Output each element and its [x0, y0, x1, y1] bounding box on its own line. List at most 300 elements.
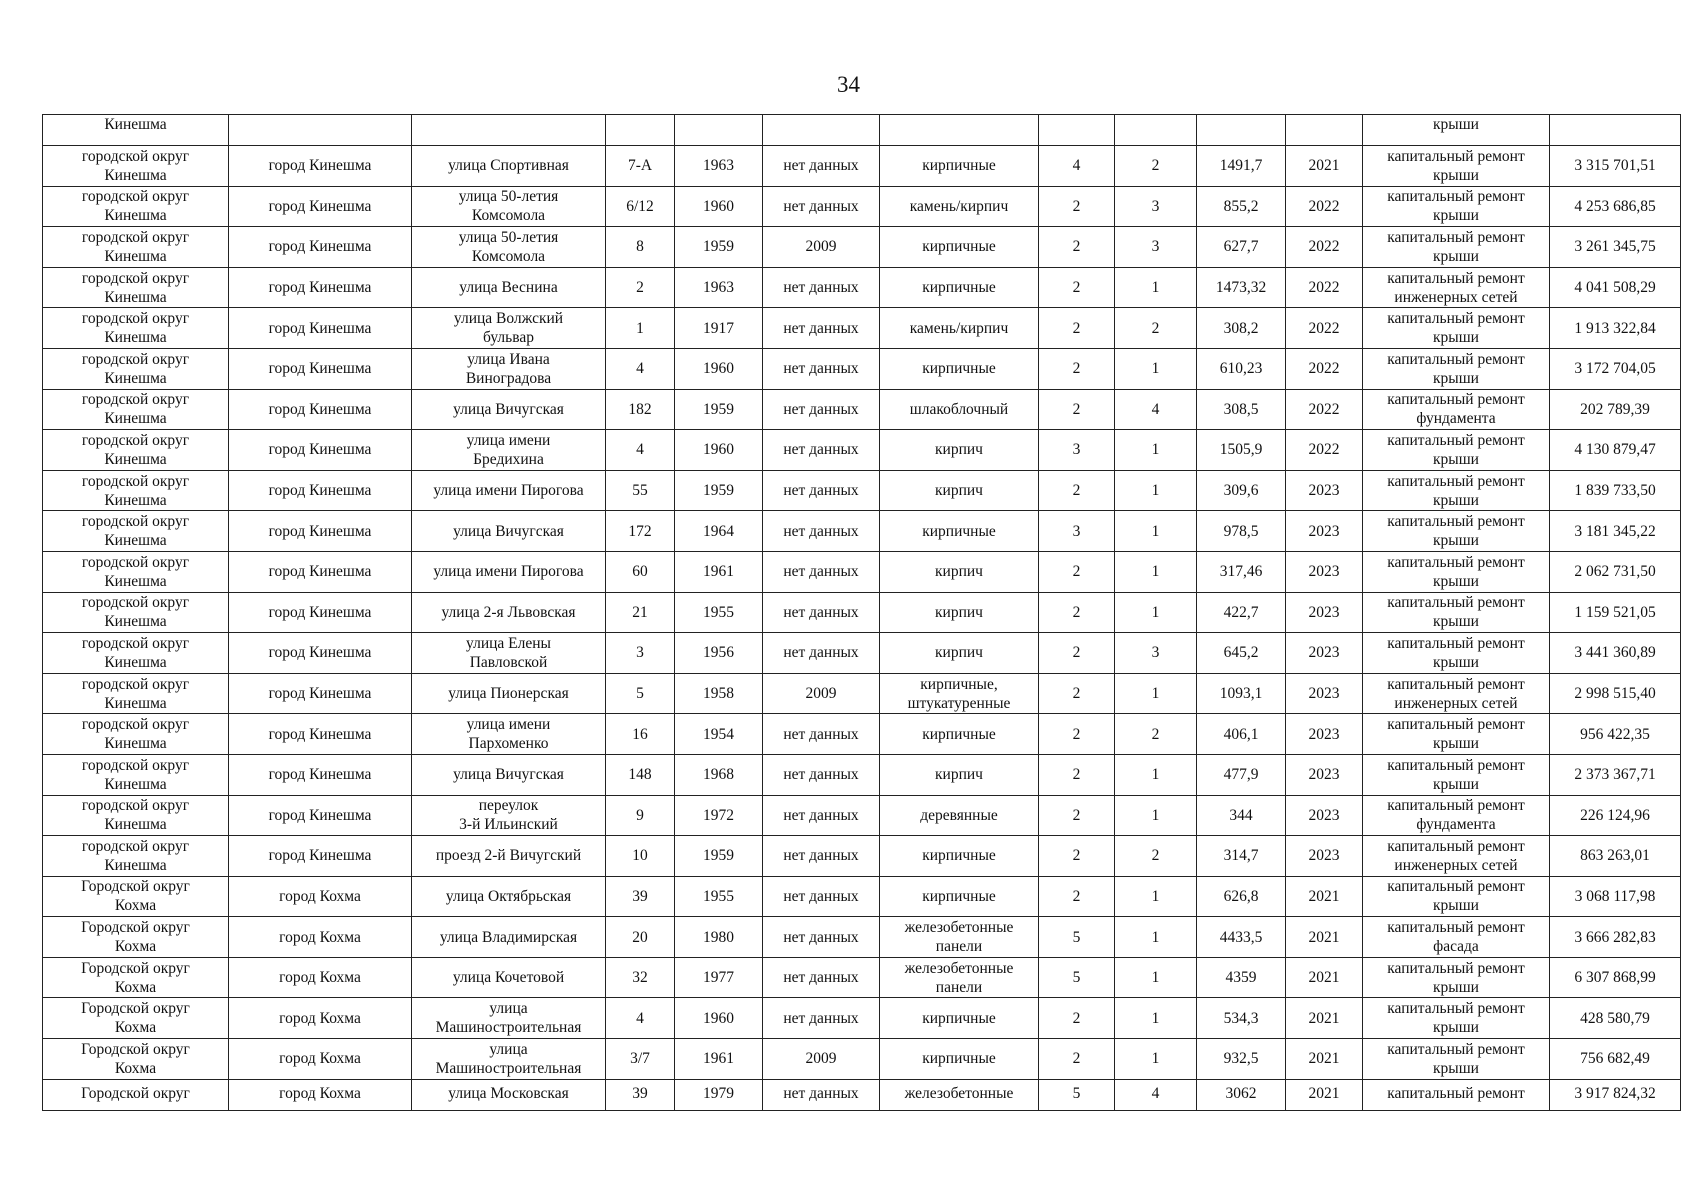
cell-street: улица имени Бредихина — [412, 430, 606, 471]
cell-wall-material: кирпичные — [880, 998, 1039, 1039]
cell-repair-year — [1286, 115, 1363, 146]
cell-cost: 2 998 515,40 — [1550, 673, 1681, 714]
cell-year-built: 1960 — [675, 430, 763, 471]
cell-street: улица Волжский бульвар — [412, 308, 606, 349]
cell-repair-year: 2021 — [1286, 957, 1363, 998]
table-row — [43, 1079, 1681, 1110]
table-row — [43, 754, 1681, 795]
cell-cost: 428 580,79 — [1550, 998, 1681, 1039]
cell-wall-material: кирпич — [880, 633, 1039, 674]
table-row — [43, 836, 1681, 877]
cell-cost: 1 913 322,84 — [1550, 308, 1681, 349]
cell-year-built: 1963 — [675, 267, 763, 308]
cell-municipality: городской округ Кинешма — [43, 267, 229, 308]
cell-settlement: город Кинешма — [229, 430, 412, 471]
cell-repair-type: капитальный ремонт крыши — [1363, 876, 1550, 917]
cell-repair-year: 2023 — [1286, 470, 1363, 511]
cell-house-number: 6/12 — [606, 186, 675, 227]
cell-municipality: городской округ Кинешма — [43, 389, 229, 430]
cell-house-number: 10 — [606, 836, 675, 877]
cell-year-built: 1980 — [675, 917, 763, 958]
cell-year-reconstructed: нет данных — [763, 754, 880, 795]
cell-floors: 2 — [1039, 1039, 1115, 1080]
cell-repair-type: капитальный ремонт крыши — [1363, 754, 1550, 795]
cell-entrances: 1 — [1115, 754, 1197, 795]
table-row — [43, 876, 1681, 917]
cell-cost: 1 839 733,50 — [1550, 470, 1681, 511]
cell-street: улица Вичугская — [412, 754, 606, 795]
cell-wall-material: кирпичные — [880, 227, 1039, 268]
cell-year-built: 1979 — [675, 1079, 763, 1110]
cell-wall-material: камень/кирпич — [880, 186, 1039, 227]
cell-repair-type: капитальный ремонт крыши — [1363, 348, 1550, 389]
cell-floors: 2 — [1039, 754, 1115, 795]
table-row — [43, 511, 1681, 552]
cell-area: 406,1 — [1197, 714, 1286, 755]
cell-municipality: Кинешма — [43, 115, 229, 146]
cell-street: улица имени Пирогова — [412, 470, 606, 511]
cell-repair-type: капитальный ремонт инженерных сетей — [1363, 267, 1550, 308]
cell-year-built: 1963 — [675, 146, 763, 187]
table-row — [43, 267, 1681, 308]
cell-house-number: 21 — [606, 592, 675, 633]
cell-year-reconstructed: 2009 — [763, 227, 880, 268]
cell-area: 308,2 — [1197, 308, 1286, 349]
cell-settlement: город Кинешма — [229, 795, 412, 836]
cell-cost: 4 253 686,85 — [1550, 186, 1681, 227]
cell-wall-material: кирпичные — [880, 511, 1039, 552]
cell-municipality: городской округ Кинешма — [43, 633, 229, 674]
cell-cost: 3 261 345,75 — [1550, 227, 1681, 268]
cell-entrances: 1 — [1115, 470, 1197, 511]
cell-cost: 226 124,96 — [1550, 795, 1681, 836]
cell-year-reconstructed: 2009 — [763, 673, 880, 714]
cell-repair-type: капитальный ремонт крыши — [1363, 957, 1550, 998]
cell-floors: 4 — [1039, 146, 1115, 187]
cell-street: улица Елены Павловской — [412, 633, 606, 674]
cell-street: улица Московская — [412, 1079, 606, 1110]
cell-entrances: 3 — [1115, 633, 1197, 674]
cell-floors: 2 — [1039, 186, 1115, 227]
cell-house-number: 1 — [606, 308, 675, 349]
cell-year-reconstructed: нет данных — [763, 348, 880, 389]
cell-area: 477,9 — [1197, 754, 1286, 795]
cell-entrances: 1 — [1115, 957, 1197, 998]
cell-wall-material: кирпич — [880, 592, 1039, 633]
cell-year-reconstructed — [763, 115, 880, 146]
cell-settlement: город Кинешма — [229, 754, 412, 795]
cell-year-reconstructed: нет данных — [763, 308, 880, 349]
table-row — [43, 592, 1681, 633]
cell-area: 1491,7 — [1197, 146, 1286, 187]
cell-floors: 2 — [1039, 470, 1115, 511]
cell-entrances: 1 — [1115, 876, 1197, 917]
cell-street: улица Пионерская — [412, 673, 606, 714]
cell-municipality: городской округ Кинешма — [43, 146, 229, 187]
table-row — [43, 998, 1681, 1039]
cell-municipality: городской округ Кинешма — [43, 592, 229, 633]
cell-municipality: городской округ Кинешма — [43, 836, 229, 877]
cell-year-built: 1968 — [675, 754, 763, 795]
cell-year-built: 1960 — [675, 348, 763, 389]
cell-year-reconstructed: нет данных — [763, 430, 880, 471]
table-body — [43, 115, 1681, 1111]
cell-repair-type: капитальный ремонт крыши — [1363, 308, 1550, 349]
cell-wall-material: кирпич — [880, 470, 1039, 511]
cell-entrances: 4 — [1115, 389, 1197, 430]
cell-entrances: 1 — [1115, 348, 1197, 389]
cell-area: 932,5 — [1197, 1039, 1286, 1080]
cell-area: 3062 — [1197, 1079, 1286, 1110]
cell-municipality: городской округ Кинешма — [43, 470, 229, 511]
cell-wall-material: деревянные — [880, 795, 1039, 836]
cell-wall-material: кирпич — [880, 430, 1039, 471]
cell-repair-type: капитальный ремонт крыши — [1363, 592, 1550, 633]
cell-cost: 202 789,39 — [1550, 389, 1681, 430]
cell-area: 317,46 — [1197, 551, 1286, 592]
cell-repair-type: капитальный ремонт — [1363, 1079, 1550, 1110]
cell-year-reconstructed: нет данных — [763, 917, 880, 958]
cell-municipality: городской округ Кинешма — [43, 673, 229, 714]
cell-cost: 3 181 345,22 — [1550, 511, 1681, 552]
housing-repair-table — [42, 114, 1681, 1111]
cell-repair-year: 2023 — [1286, 592, 1363, 633]
cell-settlement: город Кинешма — [229, 186, 412, 227]
cell-settlement: город Кинешма — [229, 470, 412, 511]
cell-repair-type: капитальный ремонт инженерных сетей — [1363, 836, 1550, 877]
cell-repair-year: 2023 — [1286, 633, 1363, 674]
cell-year-built: 1961 — [675, 1039, 763, 1080]
cell-municipality: Городской округ Кохма — [43, 1039, 229, 1080]
cell-wall-material: кирпичные — [880, 146, 1039, 187]
cell-repair-year: 2021 — [1286, 998, 1363, 1039]
cell-repair-year: 2021 — [1286, 917, 1363, 958]
cell-cost: 863 263,01 — [1550, 836, 1681, 877]
cell-street: улица 2-я Львовская — [412, 592, 606, 633]
cell-street: улица Машиностроительная — [412, 998, 606, 1039]
cell-cost: 4 041 508,29 — [1550, 267, 1681, 308]
cell-street: улица Машиностроительная — [412, 1039, 606, 1080]
cell-repair-type: капитальный ремонт крыши — [1363, 227, 1550, 268]
cell-entrances: 3 — [1115, 186, 1197, 227]
cell-floors: 2 — [1039, 267, 1115, 308]
table-row — [43, 227, 1681, 268]
cell-floors: 2 — [1039, 673, 1115, 714]
cell-entrances: 2 — [1115, 714, 1197, 755]
cell-repair-year: 2021 — [1286, 876, 1363, 917]
cell-settlement: город Кинешма — [229, 146, 412, 187]
cell-municipality: Городской округ Кохма — [43, 917, 229, 958]
cell-cost: 956 422,35 — [1550, 714, 1681, 755]
cell-cost: 6 307 868,99 — [1550, 957, 1681, 998]
cell-year-reconstructed: нет данных — [763, 389, 880, 430]
cell-year-built: 1958 — [675, 673, 763, 714]
table-row — [43, 795, 1681, 836]
cell-floors: 5 — [1039, 917, 1115, 958]
cell-year-reconstructed: нет данных — [763, 470, 880, 511]
cell-settlement: город Кинешма — [229, 592, 412, 633]
cell-repair-year: 2023 — [1286, 836, 1363, 877]
cell-area: 4433,5 — [1197, 917, 1286, 958]
cell-repair-year: 2021 — [1286, 146, 1363, 187]
cell-area: 422,7 — [1197, 592, 1286, 633]
cell-year-reconstructed: нет данных — [763, 795, 880, 836]
cell-year-reconstructed: нет данных — [763, 511, 880, 552]
cell-house-number: 5 — [606, 673, 675, 714]
cell-year-reconstructed: нет данных — [763, 633, 880, 674]
cell-wall-material: кирпичные — [880, 267, 1039, 308]
cell-floors: 2 — [1039, 348, 1115, 389]
cell-street: улица имени Пирогова — [412, 551, 606, 592]
cell-wall-material: железобетонные панели — [880, 917, 1039, 958]
cell-settlement: город Кохма — [229, 1039, 412, 1080]
cell-year-reconstructed: нет данных — [763, 186, 880, 227]
cell-repair-type: капитальный ремонт крыши — [1363, 186, 1550, 227]
cell-cost: 756 682,49 — [1550, 1039, 1681, 1080]
cell-entrances: 1 — [1115, 998, 1197, 1039]
cell-area: 309,6 — [1197, 470, 1286, 511]
cell-house-number — [606, 115, 675, 146]
cell-cost: 3 172 704,05 — [1550, 348, 1681, 389]
cell-area: 610,23 — [1197, 348, 1286, 389]
cell-area: 4359 — [1197, 957, 1286, 998]
cell-municipality: городской округ Кинешма — [43, 430, 229, 471]
cell-repair-type: капитальный ремонт крыши — [1363, 998, 1550, 1039]
cell-cost: 3 068 117,98 — [1550, 876, 1681, 917]
cell-settlement: город Кинешма — [229, 836, 412, 877]
cell-area: 645,2 — [1197, 633, 1286, 674]
cell-entrances: 2 — [1115, 836, 1197, 877]
cell-cost: 2 373 367,71 — [1550, 754, 1681, 795]
cell-repair-type: капитальный ремонт крыши — [1363, 430, 1550, 471]
cell-municipality: Городской округ Кохма — [43, 876, 229, 917]
cell-settlement — [229, 115, 412, 146]
cell-cost: 1 159 521,05 — [1550, 592, 1681, 633]
cell-cost — [1550, 115, 1681, 146]
cell-repair-type: капитальный ремонт фундамента — [1363, 795, 1550, 836]
cell-area: 314,7 — [1197, 836, 1286, 877]
cell-cost: 4 130 879,47 — [1550, 430, 1681, 471]
cell-floors: 5 — [1039, 957, 1115, 998]
cell-house-number: 4 — [606, 430, 675, 471]
cell-entrances: 1 — [1115, 551, 1197, 592]
cell-entrances: 1 — [1115, 511, 1197, 552]
cell-year-built: 1955 — [675, 876, 763, 917]
cell-repair-year: 2023 — [1286, 754, 1363, 795]
cell-municipality: городской округ Кинешма — [43, 186, 229, 227]
cell-entrances: 1 — [1115, 267, 1197, 308]
cell-entrances: 1 — [1115, 795, 1197, 836]
cell-year-reconstructed: нет данных — [763, 592, 880, 633]
cell-year-built: 1977 — [675, 957, 763, 998]
cell-year-reconstructed: нет данных — [763, 836, 880, 877]
cell-wall-material: железобетонные панели — [880, 957, 1039, 998]
cell-repair-type: капитальный ремонт крыши — [1363, 714, 1550, 755]
cell-repair-year: 2023 — [1286, 551, 1363, 592]
cell-year-built: 1959 — [675, 836, 763, 877]
cell-year-built: 1960 — [675, 186, 763, 227]
cell-street: улица 50-летия Комсомола — [412, 186, 606, 227]
cell-house-number: 3 — [606, 633, 675, 674]
cell-floors: 2 — [1039, 714, 1115, 755]
cell-cost: 3 441 360,89 — [1550, 633, 1681, 674]
cell-entrances: 1 — [1115, 1039, 1197, 1080]
cell-house-number: 32 — [606, 957, 675, 998]
cell-entrances: 1 — [1115, 917, 1197, 958]
page-number: 34 — [837, 72, 860, 97]
cell-floors: 3 — [1039, 511, 1115, 552]
cell-repair-year: 2021 — [1286, 1039, 1363, 1080]
cell-municipality: Городской округ — [43, 1079, 229, 1110]
cell-street: улица Октябрьская — [412, 876, 606, 917]
cell-year-built: 1964 — [675, 511, 763, 552]
cell-floors — [1039, 115, 1115, 146]
cell-settlement: город Кинешма — [229, 714, 412, 755]
cell-wall-material: кирпич — [880, 754, 1039, 795]
cell-entrances: 4 — [1115, 1079, 1197, 1110]
cell-entrances: 1 — [1115, 592, 1197, 633]
cell-year-built: 1959 — [675, 470, 763, 511]
cell-wall-material: кирпичные — [880, 876, 1039, 917]
cell-repair-year: 2022 — [1286, 430, 1363, 471]
cell-repair-year: 2022 — [1286, 389, 1363, 430]
cell-floors: 2 — [1039, 998, 1115, 1039]
cell-house-number: 3/7 — [606, 1039, 675, 1080]
cell-repair-year: 2022 — [1286, 227, 1363, 268]
cell-floors: 2 — [1039, 633, 1115, 674]
cell-year-built: 1917 — [675, 308, 763, 349]
cell-settlement: город Кинешма — [229, 511, 412, 552]
cell-municipality: городской округ Кинешма — [43, 551, 229, 592]
table-row — [43, 115, 1681, 146]
cell-settlement: город Кохма — [229, 957, 412, 998]
cell-area: 344 — [1197, 795, 1286, 836]
table-row — [43, 308, 1681, 349]
cell-repair-type: капитальный ремонт фундамента — [1363, 389, 1550, 430]
cell-repair-type: капитальный ремонт крыши — [1363, 1039, 1550, 1080]
cell-repair-type: капитальный ремонт инженерных сетей — [1363, 673, 1550, 714]
cell-year-built: 1955 — [675, 592, 763, 633]
cell-repair-year: 2022 — [1286, 267, 1363, 308]
cell-repair-year: 2023 — [1286, 673, 1363, 714]
cell-year-built — [675, 115, 763, 146]
table-row — [43, 146, 1681, 187]
cell-settlement: город Кохма — [229, 876, 412, 917]
cell-floors: 2 — [1039, 389, 1115, 430]
cell-year-reconstructed: нет данных — [763, 998, 880, 1039]
cell-area: 627,7 — [1197, 227, 1286, 268]
table-row — [43, 917, 1681, 958]
cell-municipality: Городской округ Кохма — [43, 957, 229, 998]
cell-settlement: город Кохма — [229, 1079, 412, 1110]
cell-area: 855,2 — [1197, 186, 1286, 227]
cell-street: улица имени Пархоменко — [412, 714, 606, 755]
cell-area: 978,5 — [1197, 511, 1286, 552]
cell-house-number: 182 — [606, 389, 675, 430]
cell-floors: 2 — [1039, 795, 1115, 836]
cell-settlement: город Кохма — [229, 917, 412, 958]
cell-settlement: город Кохма — [229, 998, 412, 1039]
table-row — [43, 470, 1681, 511]
cell-settlement: город Кинешма — [229, 267, 412, 308]
cell-year-built: 1960 — [675, 998, 763, 1039]
cell-year-built: 1972 — [675, 795, 763, 836]
table-row — [43, 957, 1681, 998]
cell-repair-type: капитальный ремонт крыши — [1363, 551, 1550, 592]
cell-repair-year: 2022 — [1286, 348, 1363, 389]
cell-municipality: городской округ Кинешма — [43, 795, 229, 836]
cell-house-number: 172 — [606, 511, 675, 552]
cell-street: улица Владимирская — [412, 917, 606, 958]
cell-municipality: городской округ Кинешма — [43, 308, 229, 349]
cell-wall-material: шлакоблочный — [880, 389, 1039, 430]
cell-floors: 3 — [1039, 430, 1115, 471]
cell-street: улица Кочетовой — [412, 957, 606, 998]
cell-municipality: Городской округ Кохма — [43, 998, 229, 1039]
cell-entrances: 2 — [1115, 146, 1197, 187]
cell-municipality: городской округ Кинешма — [43, 714, 229, 755]
cell-repair-type: капитальный ремонт крыши — [1363, 633, 1550, 674]
cell-municipality: городской округ Кинешма — [43, 511, 229, 552]
cell-year-built: 1961 — [675, 551, 763, 592]
cell-year-reconstructed: нет данных — [763, 551, 880, 592]
cell-year-built: 1954 — [675, 714, 763, 755]
cell-house-number: 39 — [606, 876, 675, 917]
cell-repair-year: 2023 — [1286, 714, 1363, 755]
cell-municipality: городской округ Кинешма — [43, 348, 229, 389]
cell-street: улица 50-летия Комсомола — [412, 227, 606, 268]
cell-floors: 2 — [1039, 836, 1115, 877]
cell-settlement: город Кинешма — [229, 308, 412, 349]
cell-cost: 3 315 701,51 — [1550, 146, 1681, 187]
cell-cost: 2 062 731,50 — [1550, 551, 1681, 592]
cell-repair-type: капитальный ремонт крыши — [1363, 470, 1550, 511]
table-row — [43, 186, 1681, 227]
cell-settlement: город Кинешма — [229, 633, 412, 674]
cell-street: улица Вичугская — [412, 511, 606, 552]
cell-house-number: 16 — [606, 714, 675, 755]
cell-year-reconstructed: нет данных — [763, 1079, 880, 1110]
cell-house-number: 2 — [606, 267, 675, 308]
table-row — [43, 551, 1681, 592]
cell-house-number: 4 — [606, 998, 675, 1039]
table-row — [43, 389, 1681, 430]
cell-entrances: 3 — [1115, 227, 1197, 268]
cell-area: 534,3 — [1197, 998, 1286, 1039]
cell-repair-type: капитальный ремонт крыши — [1363, 146, 1550, 187]
cell-area: 626,8 — [1197, 876, 1286, 917]
cell-wall-material: кирпичные — [880, 714, 1039, 755]
cell-cost: 3 666 282,83 — [1550, 917, 1681, 958]
cell-cost: 3 917 824,32 — [1550, 1079, 1681, 1110]
cell-street — [412, 115, 606, 146]
cell-repair-year: 2022 — [1286, 186, 1363, 227]
cell-street: улица Ивана Виноградова — [412, 348, 606, 389]
cell-settlement: город Кинешма — [229, 389, 412, 430]
cell-entrances — [1115, 115, 1197, 146]
cell-house-number: 9 — [606, 795, 675, 836]
cell-wall-material: кирпич — [880, 551, 1039, 592]
cell-house-number: 20 — [606, 917, 675, 958]
cell-municipality: городской округ Кинешма — [43, 754, 229, 795]
cell-floors: 2 — [1039, 876, 1115, 917]
cell-year-built: 1959 — [675, 227, 763, 268]
cell-repair-year: 2023 — [1286, 511, 1363, 552]
cell-year-reconstructed: нет данных — [763, 267, 880, 308]
cell-floors: 2 — [1039, 592, 1115, 633]
cell-house-number: 55 — [606, 470, 675, 511]
cell-entrances: 2 — [1115, 308, 1197, 349]
